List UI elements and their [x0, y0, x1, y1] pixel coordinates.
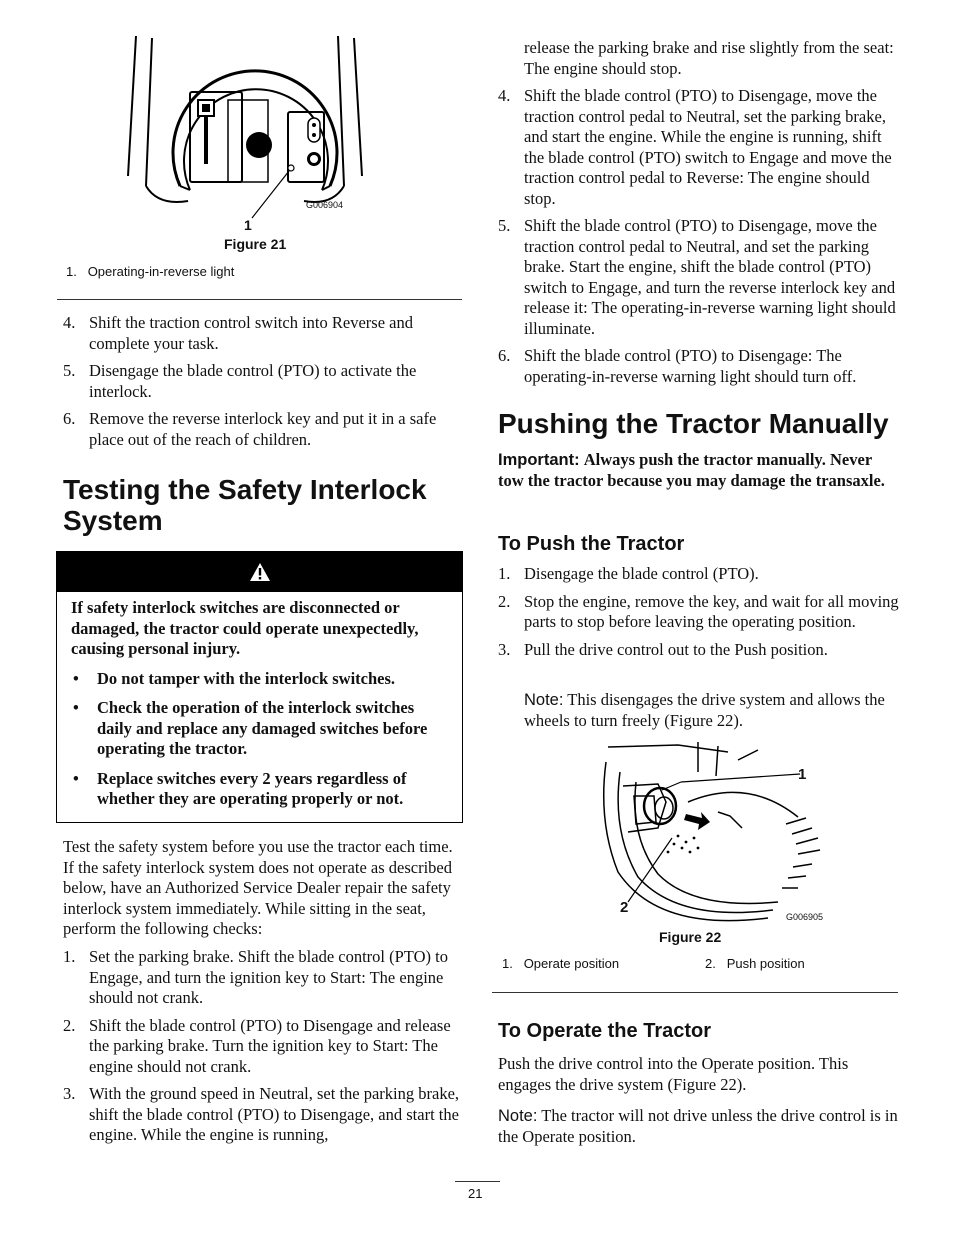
legend-text: Push position [726, 956, 805, 971]
wheel-drive-control-drawing [598, 742, 830, 924]
warning-triangle-icon [249, 562, 271, 582]
figure-21-caption: Figure 21 [224, 236, 287, 252]
figure-22-legend-item [705, 956, 805, 971]
warning-body [57, 592, 462, 825]
figure-22-legend-item [502, 956, 619, 971]
section-heading-testing: Testing the Safety Interlock System [63, 474, 427, 536]
warning-bullet: • Check the operation of the interlock switches daily and replace any damaged switches before operating the tractor. [73, 698, 428, 758]
list-item: 6. Remove the reverse interlock key and put it in a safe place out of the reach of children. [63, 409, 437, 449]
push-steps [498, 564, 900, 667]
list-item: 1. Set the parking brake. Shift the blade control (PTO) to Engage, and turn the ignition key to Start: The engine should not crank. [63, 947, 448, 1007]
list-item: 4. Shift the traction control switch into Reverse and complete your task. [63, 313, 413, 353]
list-item: 2. Stop the engine, remove the key, and wait for all moving parts to stop before leaving the operating position. [498, 591, 899, 631]
warning-bullet: • Replace switches every 2 years regardless of whether they are operating properly or not. [73, 768, 407, 808]
figure-22-callout-2: 2 [620, 899, 629, 916]
note-text: The tractor will not drive unless the drive control is in the Operate position. [498, 1106, 898, 1146]
operate-text: Push the drive control into the Operate position. This engages the drive system (Figure 22). [498, 1054, 849, 1094]
figure-21-illustration [118, 36, 368, 226]
list-item: 1. Disengage the blade control (PTO). [498, 564, 759, 583]
subheading-push: To Push the Tractor [498, 533, 685, 555]
right-continuation: release the parking brake and rise slightly from the seat: The engine should stop. [524, 38, 894, 78]
warning-bar [57, 552, 462, 592]
important-text: Always push the tractor manually. Never tow the tractor because you may damage the transaxle. [498, 450, 885, 490]
important-notice [498, 450, 893, 491]
testing-intro: Test the safety system before you use the tractor each time. If the safety interlock system does not operate as described below, have an Authorized Service Dealer repair the safety interlock system immediately. While sitting in the seat, perform the following checks: [63, 837, 453, 938]
list-item: 6. Shift the blade control (PTO) to Disengage: The operating-in-reverse warning light should turn off. [498, 346, 857, 386]
list-item: 3. Pull the drive control out to the Push position. [498, 639, 828, 659]
page-number-rule [455, 1181, 500, 1182]
legend-text: Operate position [523, 956, 620, 971]
list-item: 4. Shift the blade control (PTO) to Disengage, move the traction control pedal to Neutral, set the parking brake, and start the engine. While the engine is running, shift the blade control (PTO) switch to Engage and move the traction control pedal to Reverse: The engine should stop. [498, 86, 892, 208]
figure-21-legend-item [66, 264, 234, 279]
right-steps-top [498, 86, 900, 394]
dashboard-panel-drawing [118, 36, 368, 226]
legend-number: 2. [705, 956, 716, 971]
push-note [524, 690, 900, 731]
figure-21-code: G006904 [306, 200, 344, 210]
figure-22-divider [492, 992, 898, 993]
figure-22-code: G006905 [786, 912, 824, 922]
subheading-operate: To Operate the Tractor [498, 1020, 712, 1042]
figure-22-illustration [598, 742, 830, 924]
operate-note [498, 1106, 898, 1147]
note-text: This disengages the drive system and allows the wheels to turn freely (Figure 22). [524, 690, 885, 730]
figure-21-callout: 1 [244, 217, 252, 233]
legend-text: Operating-in-reverse light [87, 264, 235, 279]
section-heading-pushing: Pushing the Tractor Manually [498, 408, 889, 439]
legend-number: 1. [66, 264, 77, 279]
list-item: 2. Shift the blade control (PTO) to Disengage and release the parking brake. Turn the ignition key to Start: The engine should not crank. [63, 1015, 451, 1076]
left-steps-top [63, 313, 465, 457]
figure-21-divider [57, 299, 462, 300]
list-item: 5. Disengage the blade control (PTO) to activate the interlock. [63, 361, 417, 401]
warning-box [56, 551, 463, 823]
note-label: Note: [498, 1107, 538, 1125]
legend-number: 1. [502, 956, 513, 971]
warning-intro: If safety interlock switches are disconnected or damaged, the tractor could operate unexpectedly, causing personal injury. [71, 598, 419, 658]
figure-22-callout-1: 1 [798, 766, 807, 783]
note-label: Note: [524, 691, 564, 709]
warning-bullet: • Do not tamper with the interlock switches. [73, 668, 396, 688]
list-item: 5. Shift the blade control (PTO) to Disengage, move the traction control pedal to Neutral, and set the parking brake. Start the engine, shift the blade control (PTO) switch to Engage, and turn the reverse interlock key and release it: The operating-in-reverse warning light should illuminate. [498, 216, 896, 338]
figure-22-caption: Figure 22 [659, 929, 722, 945]
list-item: 3. With the ground speed in Neutral, set the parking brake, shift the blade control (PTO) to Disengage, and start the engine. While the engine is running, [63, 1084, 460, 1144]
testing-steps [63, 947, 465, 1153]
important-label: Important: [498, 451, 580, 469]
page-number: 21 [468, 1186, 483, 1201]
